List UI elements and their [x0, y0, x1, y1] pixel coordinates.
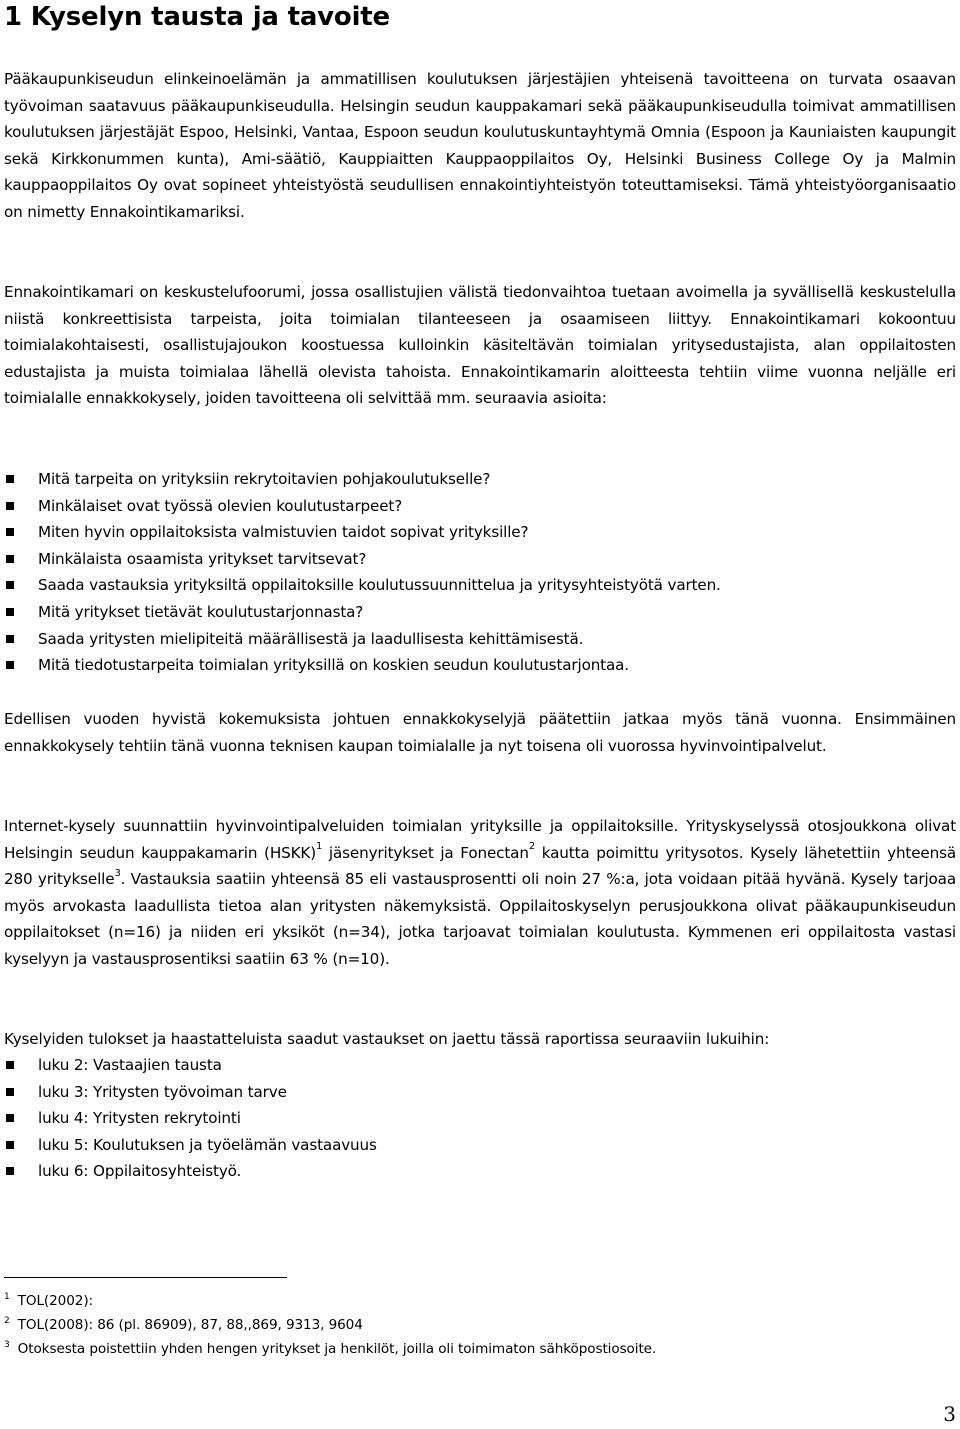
footnote-3: $^3$ Otoksesta poistettiin yhden hengen yritykset ja henkilöt, joilla oli toimimaton sähköpostiosoite.: [4, 1340, 657, 1357]
question-list: [4, 466, 721, 679]
bullet-square-icon: [6, 1088, 14, 1096]
bullet-square-icon: [6, 1141, 14, 1149]
chapter-list: [4, 1052, 377, 1185]
list-item: Mitä tarpeita on yrityksiin rekrytoitavien pohjakoulutukselle?: [4, 466, 721, 493]
paragraph-background: Pääkaupunkiseudun elinkeinoelämän ja ammatillisen koulutuksen järjestäjien yhteisenä tavoitteena on turvata osaavan työvoiman saatavuus pääkaupunkiseudulla. Helsingin seudun kauppakamari sekä pääkaupunkiseudulla toimivat ammatillisen koulutuksen järjestäjät Espoo, Helsinki, Vantaa, Espoon seudun koulutuskuntayhtymä Omnia (Espoon ja Kauniaisten kaupungit sekä Kirkkonummen kunta), Ami-säätiö, Kauppiaitten Kauppaoppilaitos Oy, Helsinki Business College Oy ja Malmin kauppaoppilaitos Oy ovat sopineet yhteistyöstä seudullisen ennakointiyhteistyön toteuttamiseksi. Tämä yhteistyöorganisaatio on nimetty Ennakointikamariksi.: [4, 70, 956, 221]
paragraph-continuation: Edellisen vuoden hyvistä kokemuksista johtuen ennakkokyselyjä päätettiin jatkaa myös tänä vuonna. Ensimmäinen ennakkokysely tehtiin tänä vuonna teknisen kaupan toimialalle ja nyt toisena oli vuorossa hyvinvointipalvelut.: [4, 710, 956, 755]
list-item: Minkälaista osaamista yritykset tarvitsevat?: [4, 546, 721, 573]
list-item: Mitä yritykset tietävät koulutustarjonnasta?: [4, 599, 721, 626]
footnote-ref-1[interactable]: 1: [315, 841, 323, 853]
bullet-square-icon: [6, 502, 14, 510]
list-item: luku 2: Vastaajien tausta: [4, 1052, 377, 1079]
paragraph-survey: Internet-kysely suunnattiin hyvinvointipalveluiden toimialan yrityksille ja oppilaitoksille. Yrityskyselyssä otosjoukkona olivat Helsingin seudun kauppakamarin (HSKK)$^1$ jäsenyritykset ja Fonectan$^2$ kautta poimittu yritysotos. Kysely lähetettiin yhteensä 280 yritykselle$^3$. Vastauksia saatiin yhteensä 85 eli vastausprosentti oli noin 27 %:a, jota voidaan pitää hyvänä. Kysely tarjoaa myös arvokasta laadullista tietoa alan yritysten näkemyksistä. Oppilaitoskyselyn perusjoukkona olivat pääkaupunkiseudun oppilaitokset (n=16) ja niiden eri yksiköt (n=34), jotka tarjoavat toimialan koulutusta. Kymmenen eri oppilaitosta vastasi kyselyyn ja vastausprosentiksi saatiin 63 % (n=10).: [4, 817, 957, 968]
bullet-square-icon: [6, 1114, 14, 1122]
bullet-square-icon: [6, 528, 14, 536]
paragraph-chapters-intro: Kyselyiden tulokset ja haastatteluista saadut vastaukset on jaettu tässä raportissa seuraaviin lukuihin:: [4, 1030, 770, 1048]
footnote-ref-3[interactable]: 3: [114, 867, 121, 879]
list-item: luku 4: Yritysten rekrytointi: [4, 1105, 377, 1132]
list-item: Saada vastauksia yrityksiltä oppilaitoksille koulutussuunnittelua ja yritysyhteistyötä varten.: [4, 572, 721, 599]
bullet-square-icon: [6, 1061, 14, 1069]
paragraph-ennakointikamari: Ennakointikamari on keskustelufoorumi, jossa osallistujien välistä tiedonvaihtoa tuetaan avoimella ja syvällisellä keskustelulla niistä konkreettisista tarpeista, joita toimialan tilanteeseen ja osaamiseen liittyy. Ennakointikamari kokoontuu toimialakohtaisesti, osallistujajoukon koostuessa kulloinkin käsiteltävän toimialan yritysedustajista, alan oppilaitosten edustajista ja muista toimialaa lähellä olevista tahoista. Ennakointikamarin aloitteesta tehtiin viime vuonna neljälle eri toimialalle ennakkokysely, joiden tavoitteena oli selvittää mm. seuraavia asioita:: [4, 283, 956, 407]
section-heading: 1 Kyselyn tausta ja tavoite: [4, 2, 390, 32]
list-item: Minkälaiset ovat työssä olevien koulutustarpeet?: [4, 493, 721, 520]
list-item: Saada yritysten mielipiteitä määrällisestä ja laadullisesta kehittämisestä.: [4, 626, 721, 653]
list-item: luku 6: Oppilaitosyhteistyö.: [4, 1158, 377, 1185]
list-item: Miten hyvin oppilaitoksista valmistuvien taidot sopivat yrityksille?: [4, 519, 721, 546]
footnote-2: $^2$ TOL(2008): 86 (pl. 86909), 87, 88,,869, 9313, 9604: [4, 1316, 363, 1333]
bullet-square-icon: [6, 635, 14, 643]
footnote-divider: [4, 1277, 287, 1278]
bullet-square-icon: [6, 608, 14, 616]
list-item: luku 5: Koulutuksen ja työelämän vastaavuus: [4, 1132, 377, 1159]
bullet-square-icon: [6, 661, 14, 669]
bullet-square-icon: [6, 555, 14, 563]
page-number: 3: [943, 1402, 956, 1426]
bullet-square-icon: [6, 581, 14, 589]
bullet-square-icon: [6, 475, 14, 483]
list-item: luku 3: Yritysten työvoiman tarve: [4, 1079, 377, 1106]
footnote-1: $^1$ TOL(2002):: [4, 1292, 93, 1309]
footnote-ref-2[interactable]: 2: [528, 841, 536, 853]
list-item: Mitä tiedotustarpeita toimialan yrityksillä on koskien seudun koulutustarjontaa.: [4, 652, 721, 679]
bullet-square-icon: [6, 1167, 14, 1175]
